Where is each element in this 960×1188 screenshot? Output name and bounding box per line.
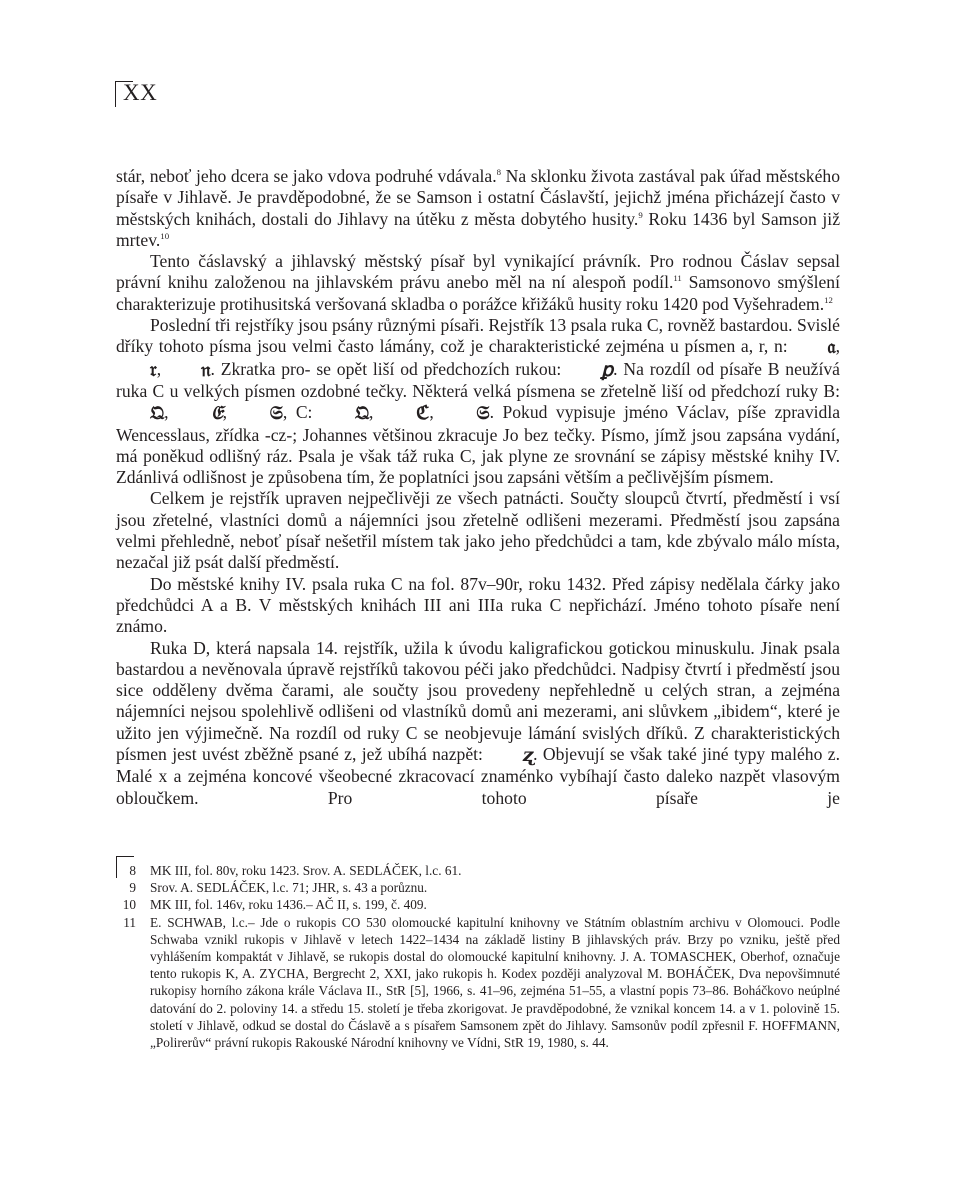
text-run: . Na rozdíl od písaře B neužívá ruka C u velkých písmen ozdobné tečky. Některá velká písmena se zřetelně liší od předchozí ruky B:	[116, 358, 840, 401]
text-run: , C:	[282, 402, 321, 423]
text-run: ,	[369, 402, 382, 423]
text-run: ,	[156, 358, 167, 379]
footnote-corner-horizontal	[116, 856, 134, 857]
footnote-ref-11[interactable]: 11	[673, 273, 682, 284]
blackletter-capital-e-glyph: 𝔈	[211, 402, 223, 425]
paragraph-1	[116, 166, 840, 251]
footnote-11	[116, 914, 840, 1052]
paragraph-5: Do městské knihy IV. psala ruka C na fol. 87v–90r, roku 1432. Před zápisy nedělala čárky jako předchůdci A a B. V městských knihách III ani IIIa ruka C nepřichází. Jméno tohoto písaře není známo.	[116, 573, 840, 637]
page-number-block	[115, 79, 175, 109]
cursive-z-glyph: ʐ	[522, 744, 534, 767]
blackletter-r-glyph: 𝔯	[150, 358, 157, 381]
footnote-ref-9[interactable]: 9	[638, 209, 643, 220]
page-corner-mark-vertical	[115, 81, 116, 107]
footnote-8	[116, 862, 840, 879]
blackletter-capital-c-glyph: ℭ	[415, 402, 430, 425]
footnote-text: MK III, fol. 146v, roku 1436.– AČ II, s. 199, č. 409.	[150, 897, 427, 913]
paragraph-2	[116, 251, 840, 315]
text-run: Roku 1436 byl Samson již mrtev.	[116, 208, 840, 250]
paragraph-4: Celkem je rejstřík upraven nejpečlivěji ze všech patnácti. Součty sloupců čtvrtí, předměstí i vsí jsou zřetelné, vlastníci domů a nájemníci jsou zřetelně odlišeni mezerami. Předměstí jsou zapsána velmi přehledně, neboť písař nešetřil místem tak jako jeho předchůdci a tam, kde zbývalo málo místa, nezačal již psát další předměstí.	[116, 488, 840, 573]
footnote-ref-8[interactable]: 8	[496, 167, 502, 178]
paragraph-6	[116, 638, 840, 809]
footnotes	[116, 862, 840, 1051]
text-run: . Objevují se však také jiné typy malého z. Malé x a zejména koncové všeobecné zkracovací znaménko vybíhají často daleko nazpět vlasovým obloučkem. Pro tohoto písaře je	[116, 744, 840, 808]
text-run: . Pokud vypisuje jméno Václav, píše zpravidla Wencesslaus, zřídka -cz-; Johannes většinou zkracuje Jo bez tečky. Písmo, jímž jsou zapsána vydání, má poněkud odlišný ráz. Psala je však táž ruka C, jak plyne ze srovnání se zápisy městské knihy IV. Zdánlivá odlišnost je způsobena tím, že poplatníci jsou zapsáni větším a pečlivějším písmem.	[116, 402, 841, 488]
pro-abbreviation-glyph: ꝑ	[601, 358, 614, 381]
body-text	[116, 166, 840, 809]
text-run: stár, neboť jeho dcera se jako vdova podruhé vdávala.	[116, 166, 497, 186]
footnote-text: Srov. A. SEDLÁČEK, l.c. 71; JHR, s. 43 a porůznu.	[150, 880, 428, 896]
footnote-number: 8	[129, 863, 136, 878]
text-run: ,	[429, 402, 443, 423]
text-run: Ruka D, která napsala 14. rejstřík, užila k úvodu kaligrafickou gotickou minuskulu. Jinak psala bastardou a nevěnovala úpravě rejstříků takovou péči jako předchůdci. Nadpisy čtvrtí i předměstí jsou sice odděleny dvěma čarami, ale součty jsou provedeny nepřehledně u celých stran, a zejména nájemníci nejsou spolehlivě odlišeni od vlastníků domů ani mezerami, ani slůvkem „ibidem“, které je užito jen výjimečně. Na rozdíl od ruky C se neobjevuje lámání svislých dříků. Z charakteristických písmen jest uvést zběžně psané z, jež ubíhá nazpět:	[116, 637, 840, 765]
text-run: Tento čáslavský a jihlavský městský písař byl vynikající právník. Pro rodnou Čáslav sepsal právní knihu založenou na jihlavském právu anebo měl na ní alespoň podíl.	[116, 251, 840, 293]
blackletter-a-glyph: 𝔞	[827, 336, 836, 359]
footnote-text: MK III, fol. 80v, roku 1423. Srov. A. SEDLÁČEK, l.c. 61.	[150, 863, 462, 878]
text-run: ,	[835, 336, 840, 357]
text-run: ,	[164, 402, 178, 423]
text-run: Na sklonku života zastával pak úřad městského písaře v Jihlavě. Je pravděpodobné, že se Samson i ostatní Čáslavští, jejichž jména přicházejí často v městských knihách, dostali do Jihlavy na útěku z města dobytého husity.	[116, 166, 840, 229]
text-run: Samsonovo smýšlení charakterizuje protihusitská veršovaná skladba o porážce křižáků husity roku 1420 pod Vyšehradem.	[116, 272, 840, 314]
paragraph-3	[116, 315, 840, 488]
blackletter-n-glyph: 𝔫	[200, 358, 211, 381]
blackletter-capital-q-b-glyph: 𝔔	[150, 402, 165, 425]
footnote-number: 11	[123, 914, 136, 930]
text-run: . Zkratka pro- se opět liší od předchozích rukou:	[210, 358, 568, 379]
footnote-10	[116, 896, 840, 913]
footnote-ref-12[interactable]: 12	[824, 294, 833, 305]
footnote-9	[116, 879, 840, 896]
footnote-number: 10	[122, 897, 136, 913]
footnote-ref-10[interactable]: 10	[160, 231, 170, 242]
text-run: Poslední tři rejstříky jsou psány různými písaři. Rejstřík 13 psala ruka C, rovněž bastardou. Svislé dříky tohoto písma jsou velmi často lámány, což je charakteristické zejména u písmen a, r, n:	[116, 315, 840, 357]
blackletter-capital-s-c-glyph: 𝔖	[476, 402, 490, 425]
footnote-number: 9	[129, 880, 136, 896]
blackletter-capital-s-b-glyph: 𝔖	[269, 402, 283, 425]
page-number: XX	[123, 80, 158, 105]
blackletter-capital-q-c-glyph: 𝔔	[354, 402, 370, 425]
text-run: ,	[222, 402, 236, 423]
footnote-text: E. SCHWAB, l.c.– Jde o rukopis CO 530 olomoucké kapitulní knihovny ve Státním oblastním archivu v Olomouci. Podle Schwaba vznikl rukopis v Jihlavě v letech 1422–1434 na základě listiny B jihlavských práv. Brzy po vzniku, ještě před vyhlášením kompaktát v Jihlavě, se rukopis dostal do olomoucké kapitulní knihovny. J. A. TOMASCHEK, Oberhof, označuje tento rukopis K, A. ZYCHA, Bergrecht 2, XXI, jako rukopis h. Kodex později analyzoval M. BOHÁČEK, Dva nepovšimnuté rukopisy horního zákona krále Václava II., StR [5], 1966, s. 41–96, zejména 51–55, a vlastní popis 73–86. Boháčkovo neúplné datování do 2. poloviny 14. a středu 15. století je třeba zkorigovat. Je pravděpodobné, že vznikal koncem 14. a v 1. polovině 15. století v Jihlavě, odkud se dostal do Čáslavě a s písařem Samsonem zpět do Jihlavy. Samsonův podíl zpřesnil F. HOFFMANN, „Polirerův“ právní rukopis Rakouské Národní knihovny ve Vídni, StR 19, 1980, s. 44.	[150, 914, 840, 1051]
